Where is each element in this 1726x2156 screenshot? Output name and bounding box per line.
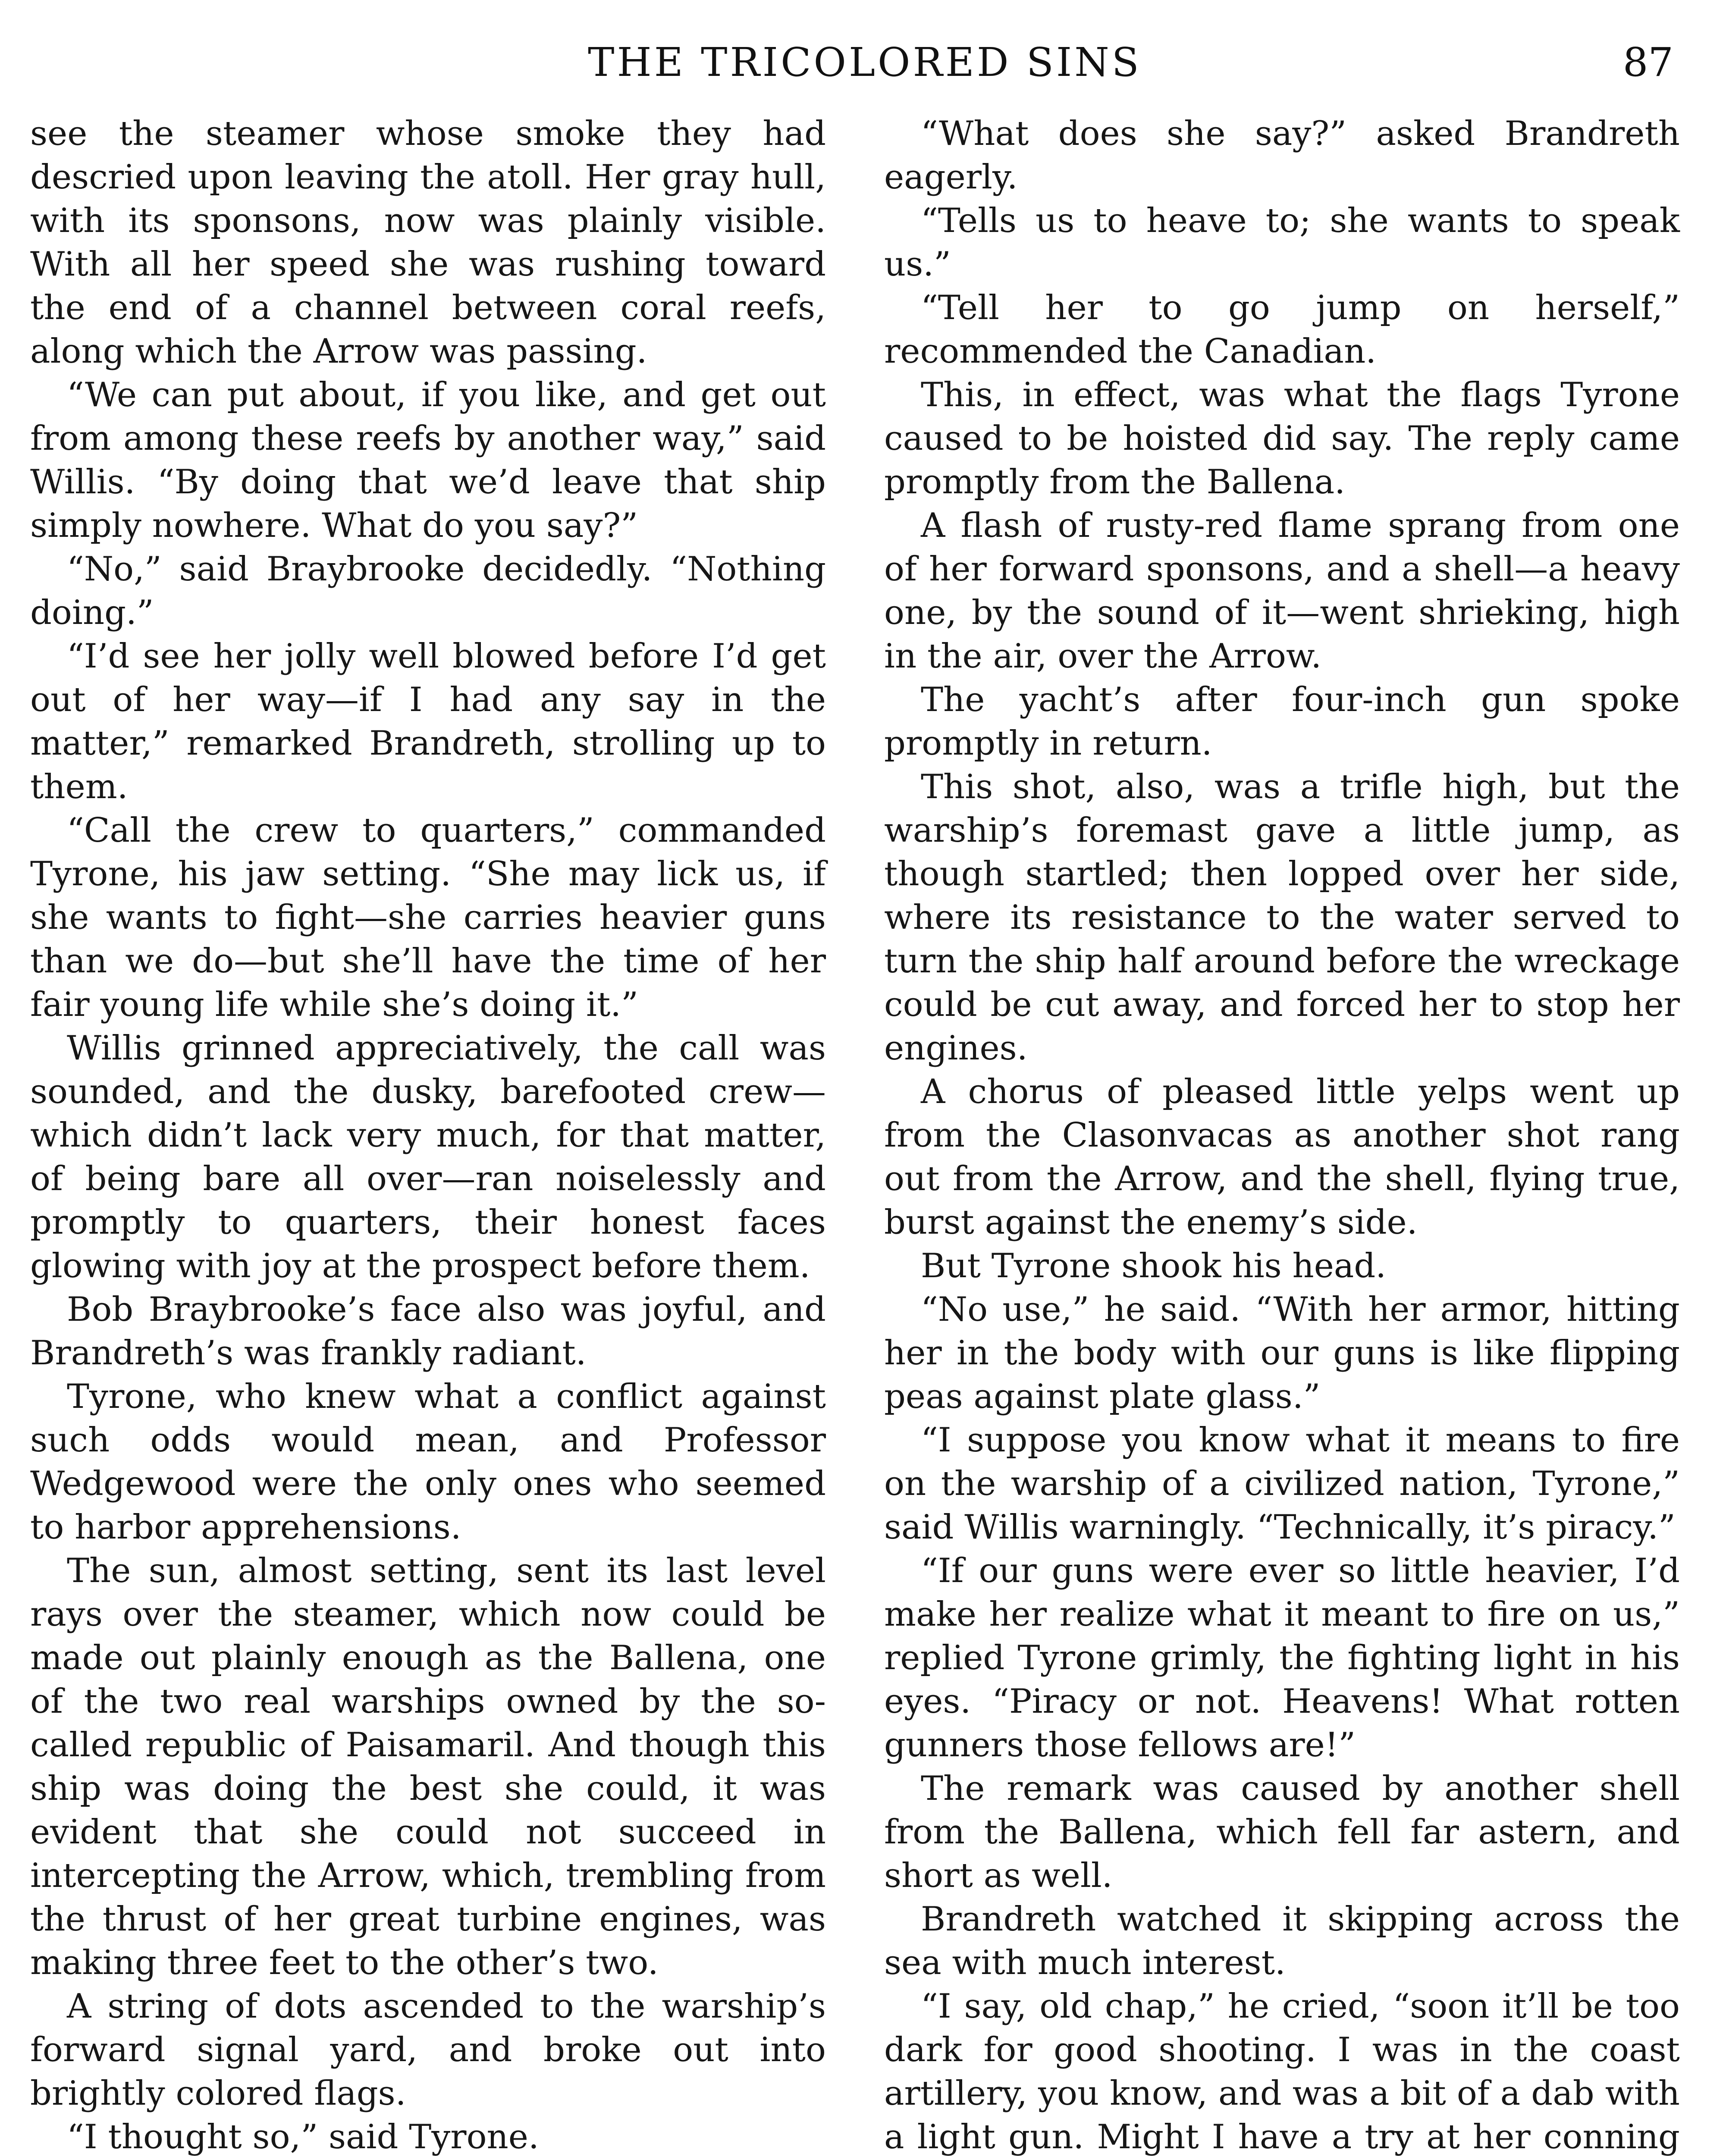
left-column	[30, 112, 826, 2156]
paragraph: “I suppose you know what it means to fire on the warship of a civilized nation, Tyrone,” said Willis warningly. “Technically, it’s piracy.”	[884, 1421, 1680, 1547]
paragraph: But Tyrone shook his head.	[921, 1247, 1387, 1285]
paragraph: “Tell her to go jump on herself,” recommended the Canadian.	[884, 288, 1680, 371]
paragraph: “No,” said Braybrooke decidedly. “Nothing doing.”	[30, 550, 826, 632]
running-head	[47, 30, 1682, 95]
right-column	[884, 112, 1680, 2156]
paragraph: Bob Braybrooke’s face also was joyful, and Brandreth’s was frankly radiant.	[30, 1290, 826, 1373]
paragraph: A flash of rusty-red flame sprang from one of her forward sponsons, and a shell—a heavy one, by the sound of it—went shrieking, high in the air, over the Arrow.	[884, 506, 1680, 676]
paragraph: “No use,” he said. “With her armor, hitting her in the body with our guns is like flipping peas against plate glass.”	[884, 1290, 1680, 1416]
paragraph: The remark was caused by another shell from the Ballena, which fell far astern, and short as well.	[884, 1769, 1680, 1895]
paragraph: Tyrone, who knew what a conflict against such odds would mean, and Professor Wedgewood were the only ones who seemed to harbor apprehensions.	[30, 1377, 826, 1547]
paragraph: “If our guns were ever so little heavier, I’d make her realize what it meant to fire on us,” replied Tyrone grimly, the fighting light in his eyes. “Piracy or not. Heavens! What rotten gunners those fellows are!”	[884, 1551, 1680, 1764]
paragraph: Brandreth watched it skipping across the sea with much interest.	[884, 1900, 1680, 1982]
page-number: 87	[1622, 39, 1673, 85]
paragraph: A chorus of pleased little yelps went up from the Clasonvacas as another shot rang out from the Arrow, and the shell, flying true, burst against the enemy’s side.	[884, 1072, 1680, 1242]
paragraph: “We can put about, if you like, and get out from among these reefs by another way,” said Willis. “By doing that we’d leave that ship simply nowhere. What do you say?”	[30, 376, 826, 545]
paragraph: “Call the crew to quarters,” commanded Tyrone, his jaw setting. “She may lick us, if she wants to fight—she carries heavier guns than we do—but she’ll have the time of her fair young life while she’s doing it.”	[30, 811, 826, 1024]
paragraph: This, in effect, was what the flags Tyrone caused to be hoisted did say. The reply came promptly from the Ballena.	[884, 376, 1680, 501]
paragraph: The sun, almost setting, sent its last level rays over the steamer, which now could be made out plainly enough as the Ballena, one of the two real warships owned by the so-called republic of Paisamaril. And though this ship was doing the best she could, it was evident that she could not succeed in intercepting the Arrow, which, trembling from the thrust of her great turbine engines, was making three feet to the other’s two.	[30, 1551, 826, 1982]
paragraph: “What does she say?” asked Brandreth eagerly.	[884, 114, 1680, 197]
paragraph: The yacht’s after four-inch gun spoke promptly in return.	[884, 680, 1680, 763]
running-title: THE TRICOLORED SINS	[588, 39, 1142, 85]
paragraph: A string of dots ascended to the warship’s forward signal yard, and broke out into brightly colored flags.	[30, 1987, 826, 2113]
paragraph: “I say, old chap,” he cried, “soon it’ll be too dark for good shooting. I was in the coast artillery, you know, and was a bit of a dab with a light gun. Might I have a try at her conning	[884, 1987, 1680, 2156]
paragraph: “I thought so,” said Tyrone.	[67, 2118, 539, 2156]
paragraph: see the steamer whose smoke they had descried upon leaving the atoll. Her gray hull, with its sponsons, now was plainly visible. With all her speed she was rushing toward the end of a channel between coral reefs, along which the Arrow was passing.	[30, 114, 826, 371]
paragraph: “Tells us to heave to; she wants to speak us.”	[884, 201, 1680, 284]
paragraph: “I’d see her jolly well blowed before I’d get out of her way—if I had any say in the matter,” remarked Brandreth, strolling up to them.	[30, 637, 826, 806]
paragraph: Willis grinned appreciatively, the call was sounded, and the dusky, barefooted crew—which didn’t lack very much, for that matter, of being bare all over—ran noiselessly and promptly to quarters, their honest faces glowing with joy at the prospect before them.	[30, 1029, 826, 1285]
paragraph: This shot, also, was a trifle high, but the warship’s foremast gave a little jump, as though startled; then lopped over her side, where its resistance to the water served to turn the ship half around before the wreckage could be cut away, and forced her to stop her engines.	[884, 768, 1680, 1068]
